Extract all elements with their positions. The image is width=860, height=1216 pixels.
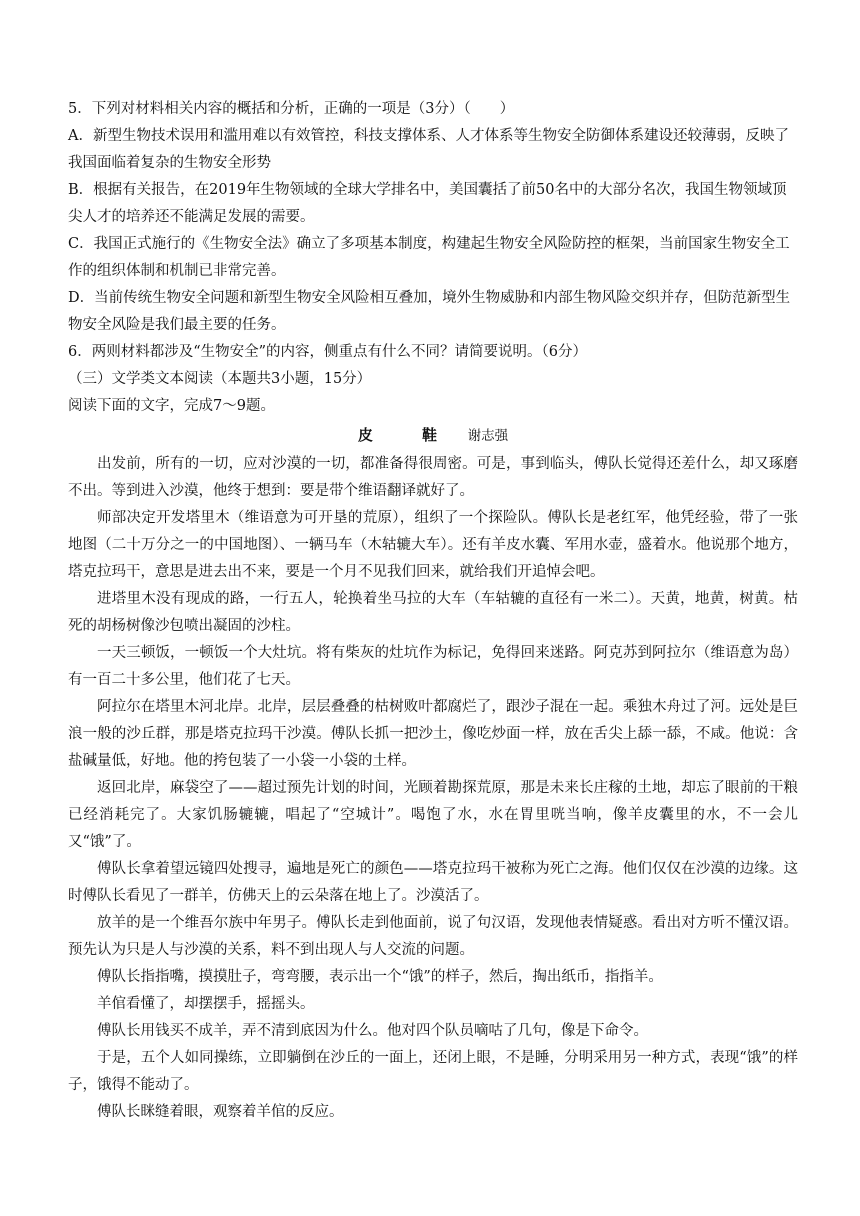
question-6: 6．两则材料都涉及“生物安全”的内容，侧重点有什么不同？请简要说明。（6分） — [68, 344, 588, 360]
question-5-stem: 5．下列对材料相关内容的概括和分析，正确的一项是（3分）（ ） — [68, 101, 515, 117]
article-paragraph: 傅队长拿着望远镜四处搜寻，遍地是死亡的颜色——塔克拉玛干被称为死亡之海。他们仅仅在沙漠的边缘。这时傅队长看见了一群羊，仿佛天上的云朵落在地上了。沙漠活了。 — [68, 861, 798, 904]
question-5-option-b: B．根据有关报告，在2019年生物领域的全球大学排名中，美国囊括了前50名中的大部分名次，我国生物领域顶尖人才的培养还不能满足发展的需要。 — [68, 182, 787, 225]
article-paragraph: 返回北岸，麻袋空了——超过预先计划的时间，光顾着勘探荒原，那是未来长庄稼的土地，却忘了眼前的干粮已经消耗完了。大家饥肠辘辘，唱起了“空城计”。喝饱了水，水在胃里咣当响，像羊皮囊里的水，不一会儿又“饿”了。 — [68, 780, 798, 850]
article-paragraph: 傅队长眯缝着眼，观察着羊倌的反应。 — [97, 1104, 344, 1120]
article-author: 谢志强 — [467, 428, 509, 444]
article-paragraph: 出发前，所有的一切，应对沙漠的一切，都准备得很周密。可是，事到临头，傅队长觉得还差什么，却又琢磨不出。等到进入沙漠，他终于想到：要是带个维语翻译就好了。 — [68, 456, 798, 499]
question-5-option-a: A．新型生物技术误用和滥用难以有效管控，科技支撑体系、人才体系等生物安全防御体系建设还较薄弱，反映了我国面临着复杂的生物安全形势 — [68, 128, 789, 171]
article-paragraph: 傅队长指指嘴，摸摸肚子，弯弯腰，表示出一个“饿”的样子，然后，掏出纸币，指指羊。 — [97, 969, 663, 985]
question-5-option-c: C．我国正式施行的《生物安全法》确立了多项基本制度，构建起生物安全风险防控的框架，当前国家生物安全工作的组织体制和机制已非常完善。 — [68, 236, 790, 279]
article-paragraph: 阿拉尔在塔里木河北岸。北岸，层层叠叠的枯树败叶都腐烂了，跟沙子混在一起。乘独木舟过了河。远处是巨浪一般的沙丘群，那是塔克拉玛干沙漠。傅队长抓一把沙土，像吃炒面一样，放在舌尖上舔一舔，不咸。他说：含盐碱量低，好地。他的挎包装了一小袋一小袋的土样。 — [68, 699, 798, 769]
article-paragraph: 进塔里木没有现成的路，一行五人，轮换着坐马拉的大车（车轱辘的直径有一米二）。天黄，地黄，树黄。枯死的胡杨树像沙包喷出凝固的沙柱。 — [68, 591, 798, 634]
article-paragraph: 傅队长用钱买不成羊，弄不清到底因为什么。他对四个队员嘀咕了几句，像是下命令。 — [97, 1023, 648, 1039]
article-paragraph: 羊倌看懂了，却摆摆手，摇摇头。 — [97, 996, 315, 1012]
article-paragraph: 于是，五个人如同操练，立即躺倒在沙丘的一面上，还闭上眼，不是睡，分明采用另一种方式，表现“饿”的样子，饿得不能动了。 — [68, 1050, 798, 1093]
article-title-row — [68, 422, 798, 450]
section-instruction: 阅读下面的文字，完成7～9题。 — [68, 398, 275, 414]
article-paragraph: 一天三顿饭，一顿饭一个大灶坑。将有柴灰的灶坑作为标记，免得回来迷路。阿克苏到阿拉尔（维语意为岛）有一百二十多公里，他们花了七天。 — [68, 645, 798, 688]
article-title: 皮 鞋 — [357, 426, 460, 444]
question-5-option-d: D．当前传统生物安全问题和新型生物安全风险相互叠加，境外生物威胁和内部生物风险交织并存，但防范新型生物安全风险是我们最主要的任务。 — [68, 290, 791, 333]
section-heading: （三）文学类文本阅读（本题共3小题，15分） — [68, 371, 372, 387]
article-paragraph: 师部决定开发塔里木（维语意为可开垦的荒原），组织了一个探险队。傅队长是老红军，他凭经验，带了一张地图（二十万分之一的中国地图）、一辆马车（木轱辘大车）。还有羊皮水囊、军用水壶，盛着水。他说那个地方，塔克拉玛干，意思是进去出不来，要是一个月不见我们回来，就给我们开追悼会吧。 — [68, 510, 798, 580]
article-paragraph: 放羊的是一个维吾尔族中年男子。傅队长走到他面前，说了句汉语，发现他表情疑惑。看出对方听不懂汉语。预先认为只是人与沙漠的关系，料不到出现人与人交流的问题。 — [68, 915, 798, 958]
